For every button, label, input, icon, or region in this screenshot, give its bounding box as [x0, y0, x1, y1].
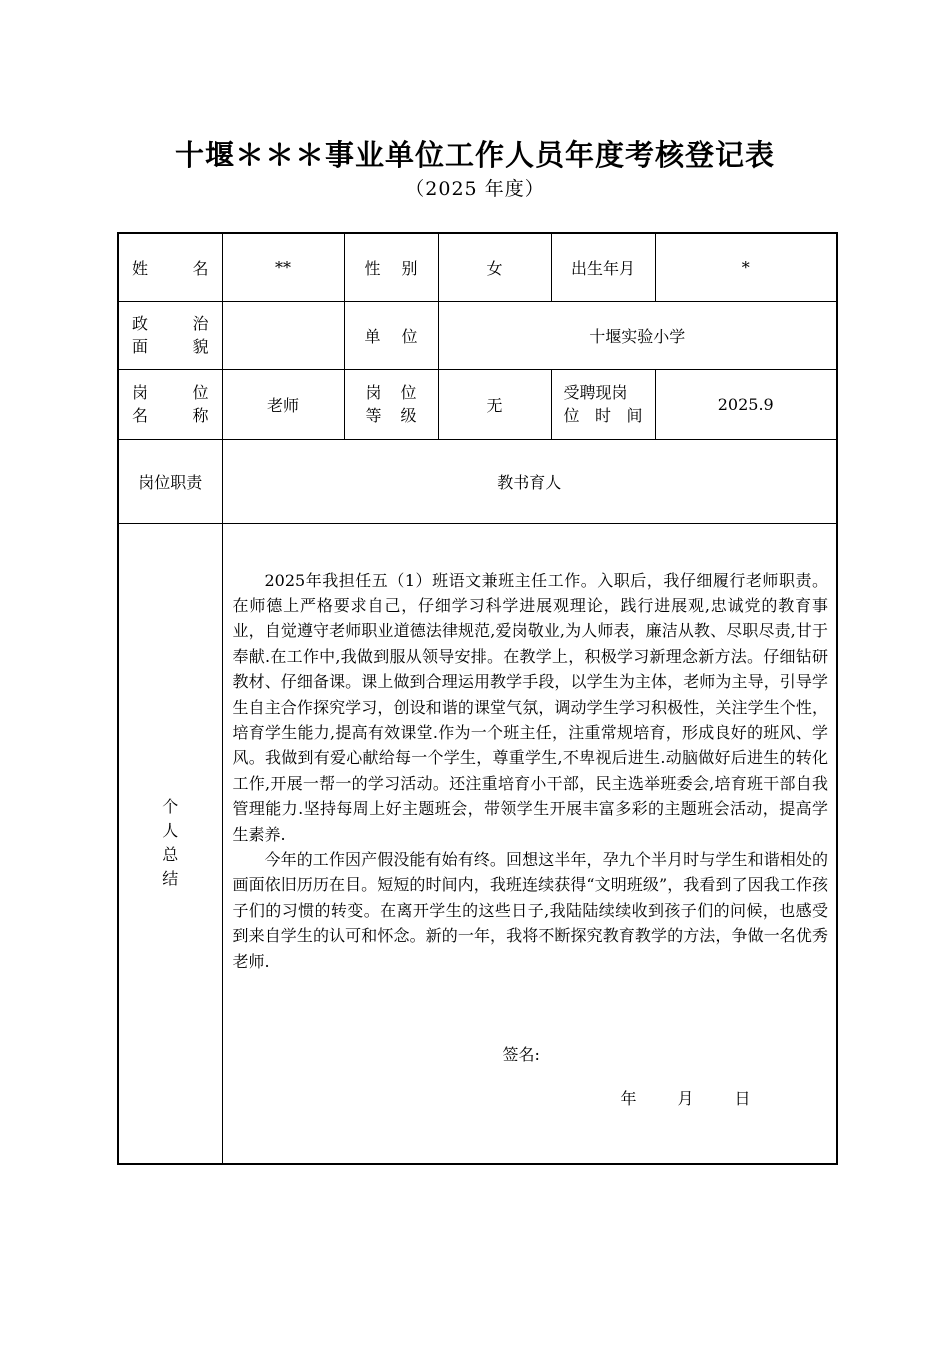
row-basic-info — [118, 233, 837, 301]
hire-date-value: 2025.9 — [655, 369, 837, 439]
summary-paragraph: 2025年我担任五（1）班语文兼班主任工作。入职后，我仔细履行老师职责。 在师德上严格要求自己，仔细学习科学进展观理论，践行进展观,忠诚党的教育事业，自觉遵守老师职业道德法律规范,爱岗敬业,为人师表，廉洁从教、尽职尽责,甘于奉献.在工作中,我做到服从领导安排。在教学上，积极学习新理念新方法。仔细钻研教材、仔细备课。课上做到合理运用教学手段，以学生为主体，老师为主导，引导学生自主合作探究学习，创设和谐的课堂气氛，调动学生学习积极性，关注学生个性，培育学生能力,提高有效课堂.作为一个班主任，注重常规培育，形成良好的班风、学风。我做到有爱心献给每一个学生，尊重学生,不卑视后进生.动脑做好后进生的转化工作,开展一帮一的学习活动。还注重培育小干部，民主选举班委会,培育班干部自我管理能力.坚持每周上好主题班会，带领学生开展丰富多彩的主题班会活动，提高学生素养. — [232, 570, 828, 844]
unit-value: 十堰实验小学 — [438, 301, 837, 369]
summary-content — [222, 523, 837, 1164]
year-label: 年 — [620, 1088, 637, 1108]
summary-paragraph: 今年的工作因产假没能有始有终。回想这半年，孕九个半月时与学生和谐相处的画面依旧历历在目。短短的时间内，我班连续获得“文明班级”，我看到了因我工作孩子们的习惯的转变。在离开学生的这些日子,我陆陆续续收到孩子们的问候，也感受到来自学生的认可和怀念。新的一年，我将不断探究教育教学的方法，争做一名优秀老师. — [232, 849, 828, 971]
gender-label: 性 别 — [344, 233, 438, 301]
birth-label: 出生年月 — [551, 233, 655, 301]
politics-label: 政 治 面 貌 — [118, 301, 222, 369]
position-value: 老师 — [222, 369, 344, 439]
level-label: 岗 位 等 级 — [344, 369, 438, 439]
name-label: 姓 名 — [118, 233, 222, 301]
position-label: 岗 位 名 称 — [118, 369, 222, 439]
politics-value — [222, 301, 344, 369]
signature-label: 签名: — [502, 1044, 540, 1064]
day-label: 日 — [734, 1088, 751, 1108]
summary-label: 个 人 总 结 — [118, 523, 222, 1164]
date-line — [621, 1086, 751, 1111]
row-duty — [118, 439, 837, 523]
unit-label: 单 位 — [344, 301, 438, 369]
month-label: 月 — [677, 1088, 694, 1108]
row-politics-unit — [118, 301, 837, 369]
duty-label: 岗位职责 — [118, 439, 222, 523]
page-title: 十堰＊＊＊事业单位工作人员年度考核登记表 — [174, 138, 775, 172]
birth-value: * — [655, 233, 837, 301]
assessment-form-table — [117, 232, 838, 1165]
hire-date-label: 受聘现岗 位 时 间 — [551, 369, 655, 439]
duty-value: 教书育人 — [222, 439, 837, 523]
page-subtitle: （2025 年度） — [405, 178, 545, 200]
name-value: ** — [222, 233, 344, 301]
gender-value: 女 — [438, 233, 551, 301]
row-summary — [118, 523, 837, 1164]
row-position — [118, 369, 837, 439]
level-value: 无 — [438, 369, 551, 439]
